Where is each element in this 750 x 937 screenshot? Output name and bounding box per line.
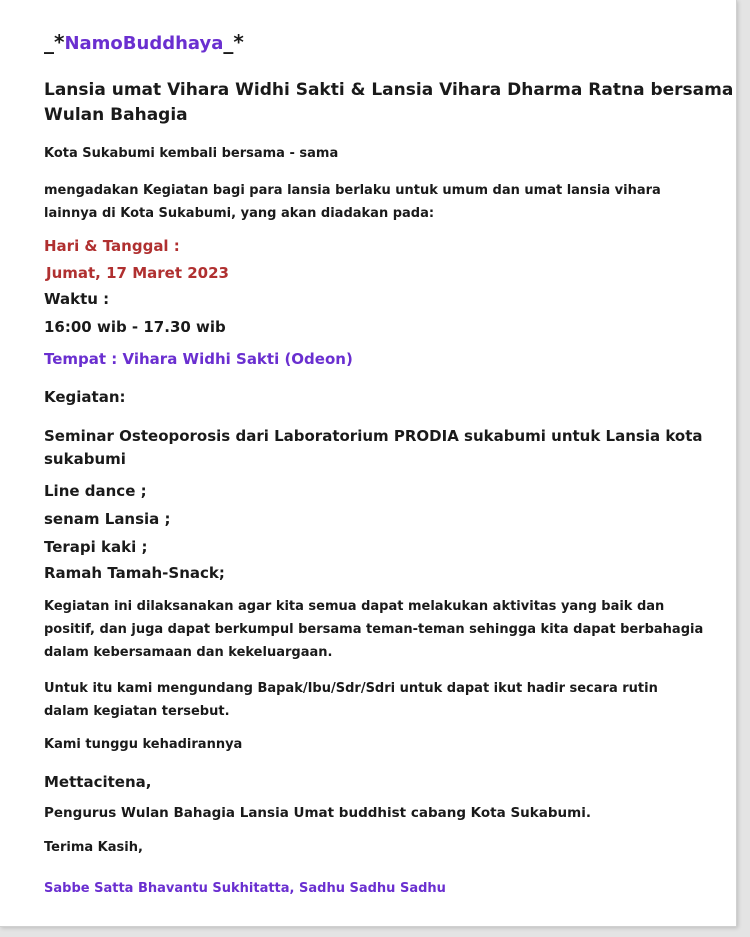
- committee-text: Pengurus Wulan Bahagia Lansia Umat buddhist cabang Kota Sukabumi.: [44, 805, 591, 821]
- invite-line-2: dalam kegiatan tersebut.: [44, 704, 230, 719]
- place-text: Tempat : Vihara Widhi Sakti (Odeon): [44, 350, 353, 368]
- intro-text: Kota Sukabumi kembali bersama - sama: [44, 146, 339, 161]
- greeting-header: [44, 30, 244, 54]
- activity-item: Line dance ;: [44, 482, 147, 500]
- title-line-1: Lansia umat Vihara Widhi Sakti & Lansia Vihara Dharma Ratna bersama: [44, 80, 734, 100]
- time-label: Waktu :: [44, 290, 110, 308]
- description-line-1: mengadakan Kegiatan bagi para lansia berlaku untuk umum dan umat lansia vihara: [44, 183, 661, 198]
- closing-text: Mettacitena,: [44, 773, 152, 791]
- description-line-2: lainnya di Kota Sukabumi, yang akan diadakan pada:: [44, 206, 435, 221]
- invite-line-1: Untuk itu kami mengundang Bapak/Ibu/Sdr/Sdri untuk dapat ikut hadir secara rutin: [44, 681, 658, 696]
- date-label: Hari & Tanggal :: [44, 237, 180, 255]
- greeting-suffix: _*: [223, 30, 244, 54]
- purpose-line-3: dalam kebersamaan dan kekeluargaan.: [44, 645, 333, 660]
- activity-seminar-line-2: sukabumi: [44, 450, 126, 468]
- blessing-text: Sabbe Satta Bhavantu Sukhitatta, Sadhu Sadhu Sadhu: [44, 881, 446, 896]
- date-value: Jumat, 17 Maret 2023: [46, 264, 229, 282]
- greeting-prefix: _*: [44, 30, 65, 54]
- thanks-text: Terima Kasih,: [44, 840, 143, 855]
- activity-item: Terapi kaki ;: [44, 538, 148, 556]
- activities-label: Kegiatan:: [44, 388, 126, 406]
- greeting-name: NamoBuddhaya: [64, 33, 224, 54]
- purpose-line-2: positif, dan juga dapat berkumpul bersama teman-teman sehingga kita dapat berbahagia: [44, 622, 704, 637]
- time-value: 16:00 wib - 17.30 wib: [44, 318, 226, 336]
- activity-item: Ramah Tamah-Snack;: [44, 564, 225, 582]
- waiting-text: Kami tunggu kehadirannya: [44, 737, 243, 752]
- title-line-2: Wulan Bahagia: [44, 105, 188, 125]
- purpose-line-1: Kegiatan ini dilaksanakan agar kita semua dapat melakukan aktivitas yang baik dan: [44, 599, 665, 614]
- activity-seminar-line-1: Seminar Osteoporosis dari Laboratorium PRODIA sukabumi untuk Lansia kota: [44, 427, 703, 445]
- activity-item: senam Lansia ;: [44, 510, 171, 528]
